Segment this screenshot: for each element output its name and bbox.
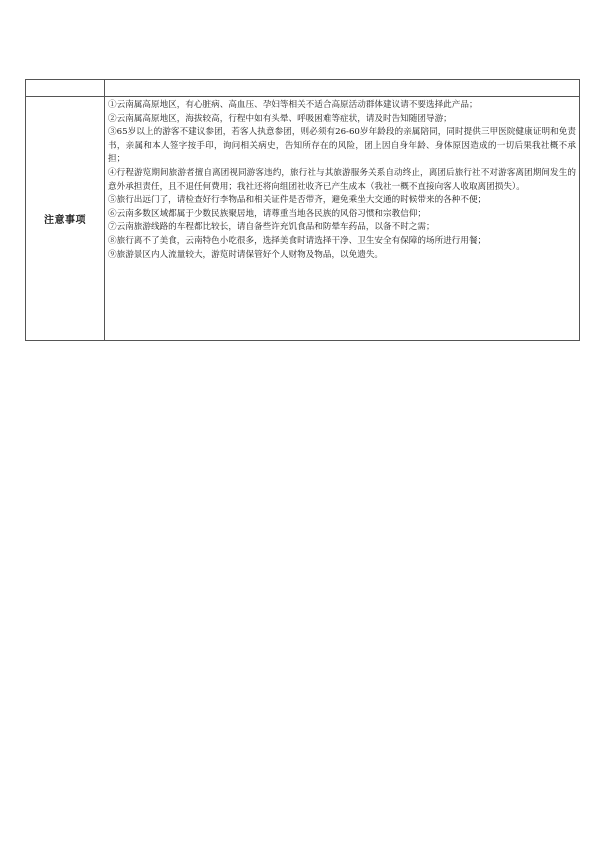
- empty-header-row: [26, 80, 580, 97]
- note-item-8: ⑧旅行离不了美食，云南特色小吃很多，选择美食时请选择干净、卫生安全有保障的场所进行用餐；: [108, 235, 487, 246]
- note-item-1: ①云南属高原地区，有心脏病、高血压、孕妇等相关不适合高原活动群体建议请不要选择此产品；: [108, 100, 478, 110]
- note-item-3: ③65岁以上的游客不建议参团，若客人执意参团，则必须有26-60岁年龄段的亲属陪同，同时提供三甲医院健康证明和免责书，亲属和本人签字按手印，询问相关病史，告知所存在的风险，团上因自身年龄、身体原因造成的一切后果我社概不承担；: [108, 127, 576, 165]
- note-item-2: ②云南属高原地区，海拔较高，行程中如有头晕、呼吸困难等症状，请及时告知随团导游；: [108, 113, 452, 124]
- note-item-6: ⑥云南多数区域都属于少数民族聚居地，请尊重当地各民族的风俗习惯和宗教信仰；: [108, 208, 426, 219]
- empty-label-cell: [26, 80, 105, 97]
- notes-list: [108, 99, 576, 262]
- notes-label: 注意事项: [26, 97, 105, 341]
- empty-content-cell: [105, 80, 580, 97]
- notes-row: [26, 97, 580, 341]
- notes-content-cell: [105, 97, 580, 341]
- note-item-5: ⑤旅行出远门了，请检查好行李物品和相关证件是否带齐，避免乘坐大交通的时候带来的各种不便；: [108, 195, 487, 206]
- note-item-4: ④行程游览期间旅游者擅自离团视同游客违约，旅行社与其旅游服务关系自动终止，离团后旅行社不对游客离团期间发生的意外承担责任，且不退任何费用；我社还将向组团社收齐已产生成本（我社一概不直接向客人收取离团损失）。: [108, 167, 576, 192]
- note-item-9: ⑨旅游景区内人流量较大，游览时请保管好个人财物及物品，以免遗失。: [108, 249, 384, 260]
- note-item-7: ⑦云南旅游线路的车程都比较长，请自备些许充饥食品和防晕车药品，以备不时之需；: [108, 222, 435, 233]
- notes-table: [25, 79, 580, 341]
